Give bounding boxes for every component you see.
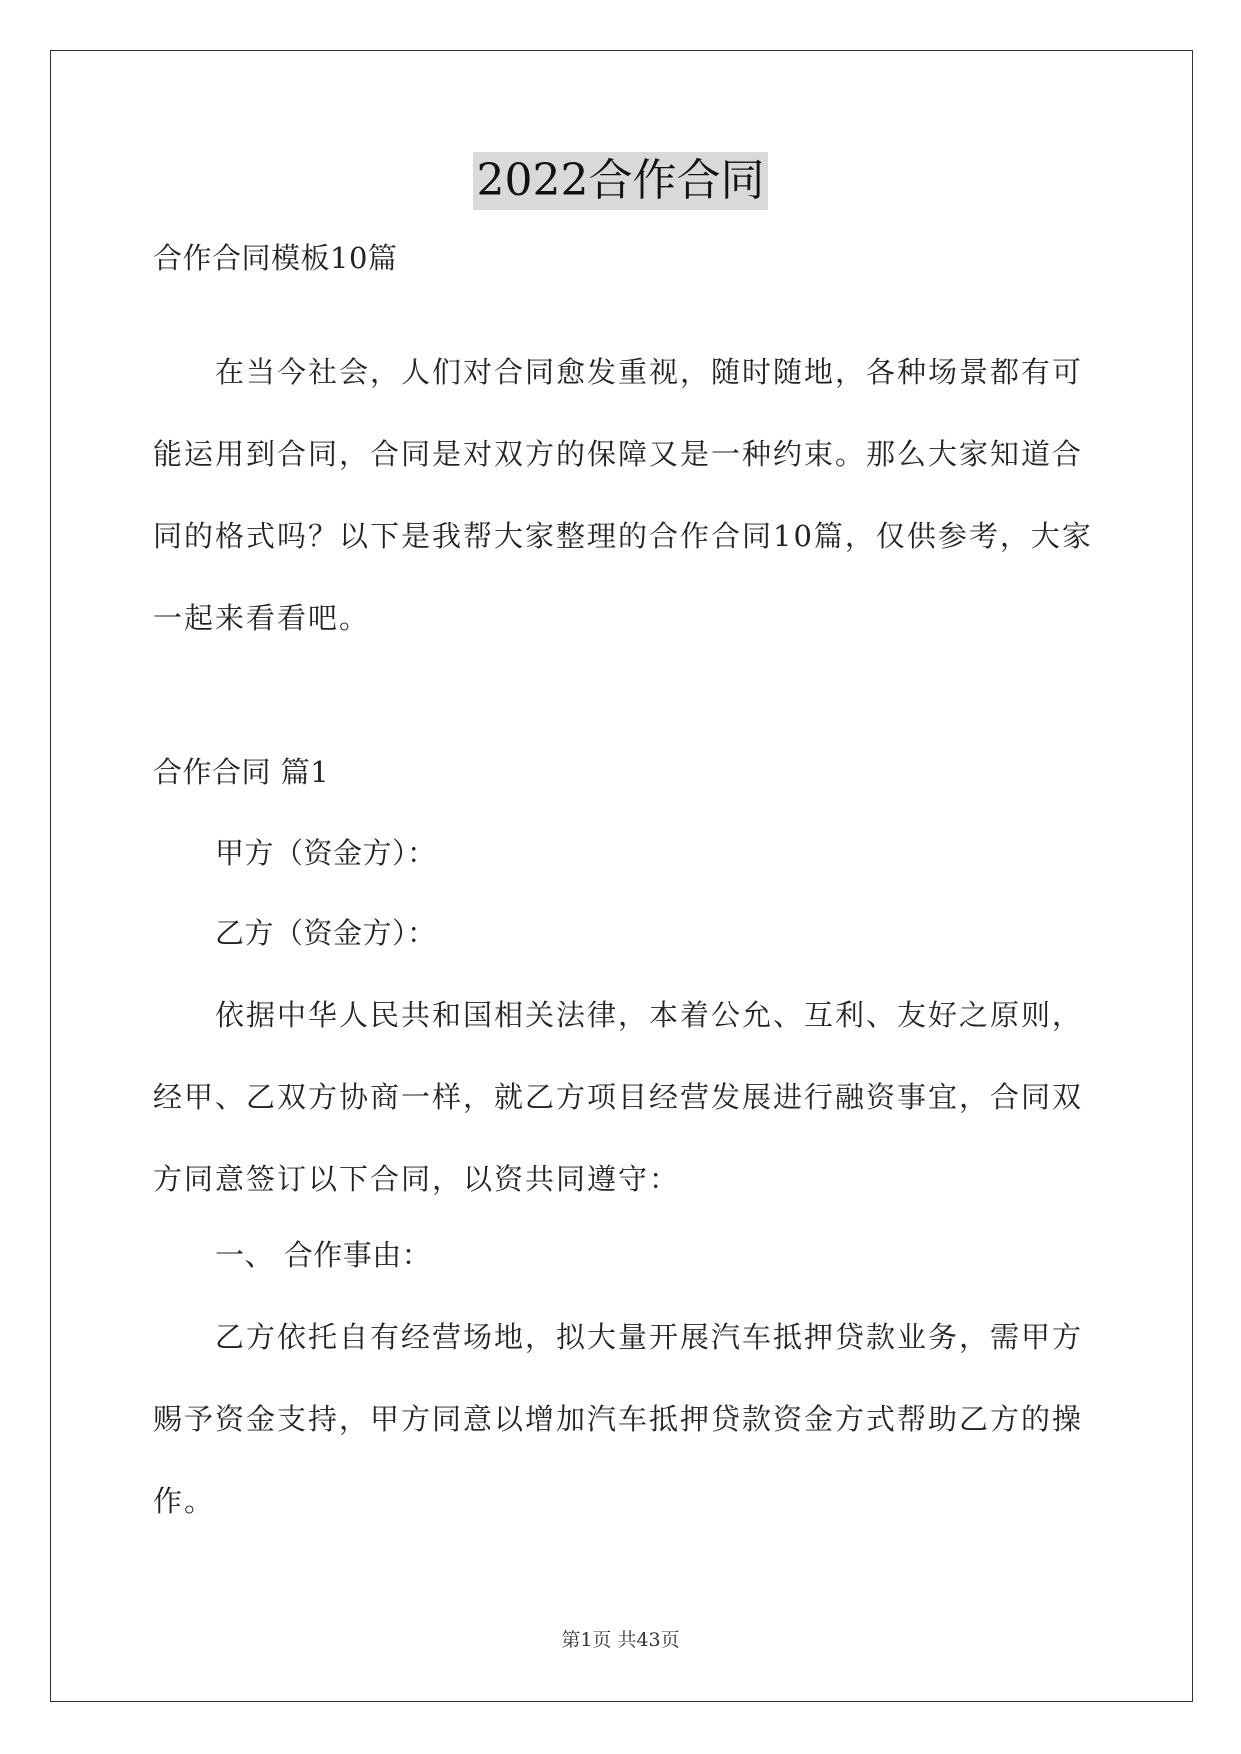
basis-paragraph: 依据中华人民共和国相关法律，本着公允、互利、友好之原则，经甲、乙双方协商一样，就乙方项目经营发展进行融资事宜，合同双方同意签订以下合同，以资共同遵守： xyxy=(153,998,1084,1196)
page-footer: 第1页 共43页 xyxy=(561,1629,680,1651)
party-a-label: 甲方（资金方）： xyxy=(215,836,437,870)
section-heading: 合作合同 篇1 xyxy=(153,755,330,789)
intro-paragraph: 在当今社会，人们对合同愈发重视，随时随地，各种场景都有可能运用到合同，合同是对双方的保障又是一种约束。那么大家知道合同的格式吗？以下是我帮大家整理的合作合同10篇，仅供参考，大家一起来看看吧。 xyxy=(153,355,1093,635)
subtitle: 合作合同模板10篇 xyxy=(153,241,398,275)
clause-one-heading: 一、 合作事由： xyxy=(215,1238,432,1272)
document-title: 2022合作合同 xyxy=(473,152,769,210)
party-b-label: 乙方（资金方）： xyxy=(215,916,437,950)
clause-one-paragraph: 乙方依托自有经营场地，拟大量开展汽车抵押贷款业务，需甲方赐予资金支持，甲方同意以增加汽车抵押贷款资金方式帮助乙方的操作。 xyxy=(153,1320,1084,1518)
title-wrap xyxy=(0,152,1241,210)
